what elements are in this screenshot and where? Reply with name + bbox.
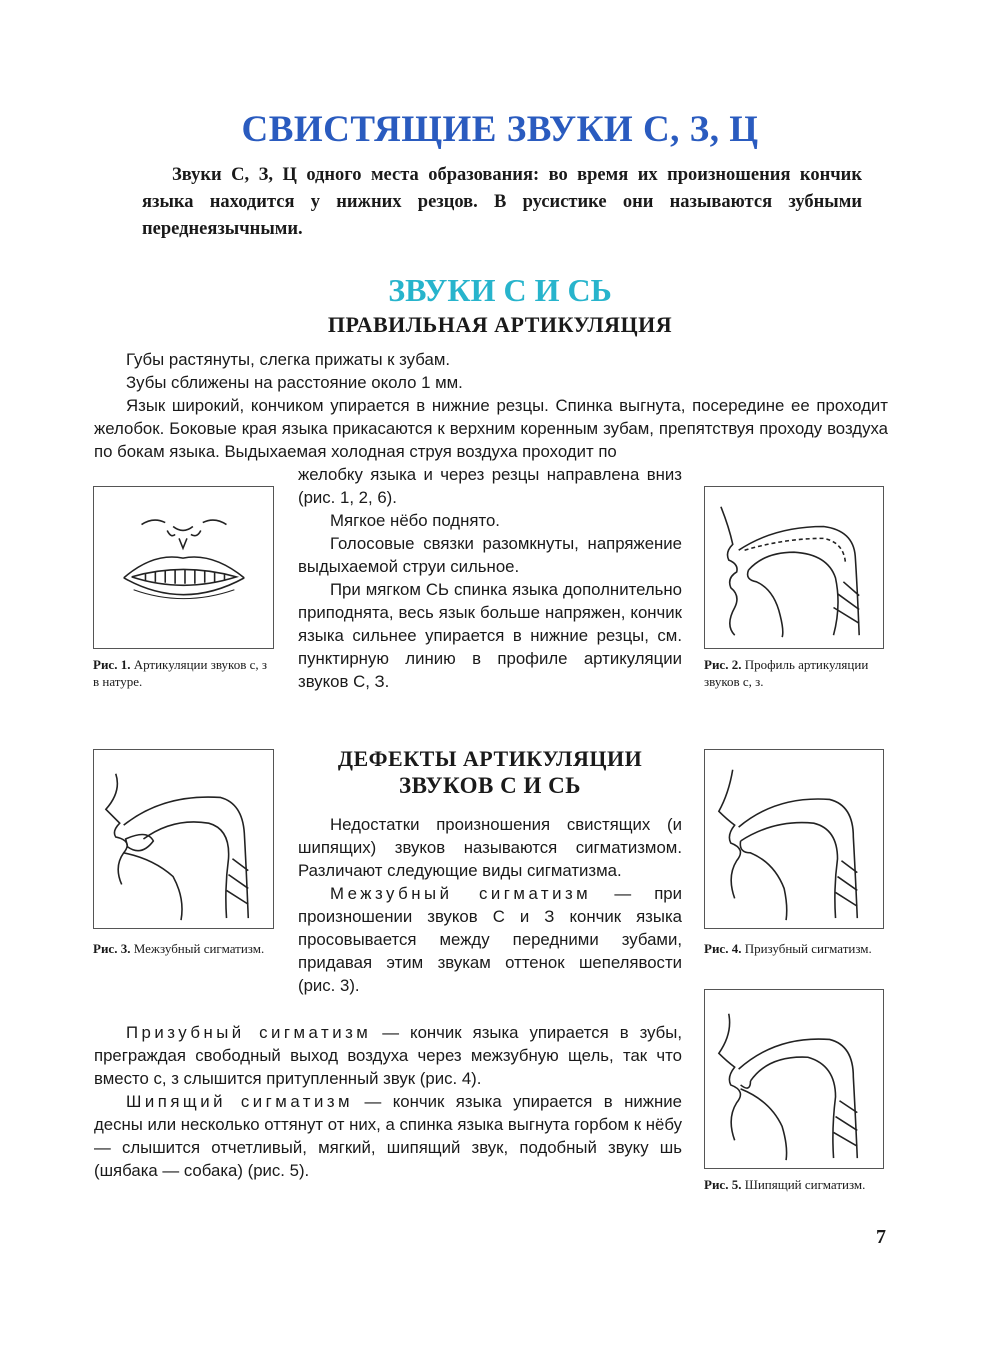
profile-illustration-interdental [94,750,273,928]
intro-paragraph: Звуки С, З, Ц одного места образования: во время их произношения кончик языка находится у нижних резцов. В русистике они называются зубными переднеязычными. [142,165,862,239]
paragraph-velum: Мягкое нёбо поднято. [330,511,500,530]
profile-illustration-hissing [705,990,883,1168]
paragraph-vocal-folds: Голосовые связки разомкнуты, напряжение выдыхаемой струи сильное. [298,534,682,576]
lips-illustration [94,487,273,648]
paragraph-tongue: Язык широкий, кончиком упирается в нижние резцы. Спинка выгнута, посередине ее проходит желобок. Боковые края языка прикасаются к верхним коренным зубам, препятствуя проходу воздуха по бокам языка. Выдыхаемая холодная струя воздуха проходит по [94,396,888,461]
section-title-s-sj: ЗВУКИ С И СЬ [388,272,612,308]
paragraph-teeth: Зубы сближены на расстояние около 1 мм. [126,373,463,392]
figure-4-caption: Рис. 4. Призубный сигматизм. [704,941,872,956]
term-interdental: Межзубный сигматизм [330,884,592,903]
profile-illustration-addental [705,750,883,928]
figure-3-caption: Рис. 3. Межзубный сигматизм. [93,941,265,956]
heading-correct-articulation: ПРАВИЛЬНАЯ АРТИКУЛЯЦИЯ [327,312,673,337]
figure-5-caption: Рис. 5. Шипящий сигматизм. [704,1177,866,1192]
page-title: СВИСТЯЩИЕ ЗВУКИ С, З, Ц [241,109,759,150]
term-addental: Призубный сигматизм [126,1023,372,1042]
defects-text-wide [94,1021,682,1182]
paragraph-soft-sj: При мягком СЬ спинка языка дополнительно приподнята, весь язык больше напряжен, кончик языка сильнее упирается в нижние резцы, см. пунктирную линию в профиле артикуляции звуков С, З. [298,580,682,691]
figure-1-caption: Рис. 1. Артикуляции звуков с, з в натуре. [93,657,267,689]
articulation-text-column [298,463,682,693]
paragraph-lips: Губы растянуты, слегка прижаты к зубам. [126,350,451,369]
page-number: 7 [876,1226,886,1248]
articulation-text-full [94,348,888,463]
paragraph-addental: Призубный сигматизм — кончик языка упирается в зубы, преграждая свободный выход воздуха через межзубную щель, так что вместо с, з слышится притупленный звук (рис. 4). [94,1023,682,1088]
paragraph-hissing: Шипящий сигматизм — кончик языка упирается в нижние десны или несколько оттянут от них, а спинка языка выгнута горбом к нёбу — слышится отчетливый, мягкий, шипящий звук, подобный звуку шь (шябака — собака) (рис. 5). [94,1092,682,1180]
profile-illustration-correct [705,487,883,648]
figure-1-lips [93,486,274,649]
heading-defects-line1: ДЕФЕКТЫ АРТИКУЛЯЦИИ [337,746,643,771]
heading-defects-line2: ЗВУКОВ С И СЬ [399,773,581,798]
figure-4-addental [704,749,884,929]
defects-text-column [298,813,682,997]
figure-2-caption: Рис. 2. Профиль артикуляции звуков с, з. [704,657,869,689]
figure-2-profile [704,486,884,649]
paragraph-sigmatism: Недостатки произношения свистящих (и шипящих) звуков называются сигматизмом. Различают следующие виды сигматизма. [298,815,682,880]
paragraph-tongue-cont: желобку языка и через резцы направлена вниз (рис. 1, 2, 6). [298,465,682,507]
figure-5-hissing [704,989,884,1169]
paragraph-interdental: Межзубный сигматизм — при произношении звуков С и З кончик языка просовывается между передними зубами, придавая этим звукам оттенок шепелявости (рис. 3). [298,884,682,995]
term-hissing: Шипящий сигматизм [126,1092,354,1111]
figure-3-interdental [93,749,274,929]
